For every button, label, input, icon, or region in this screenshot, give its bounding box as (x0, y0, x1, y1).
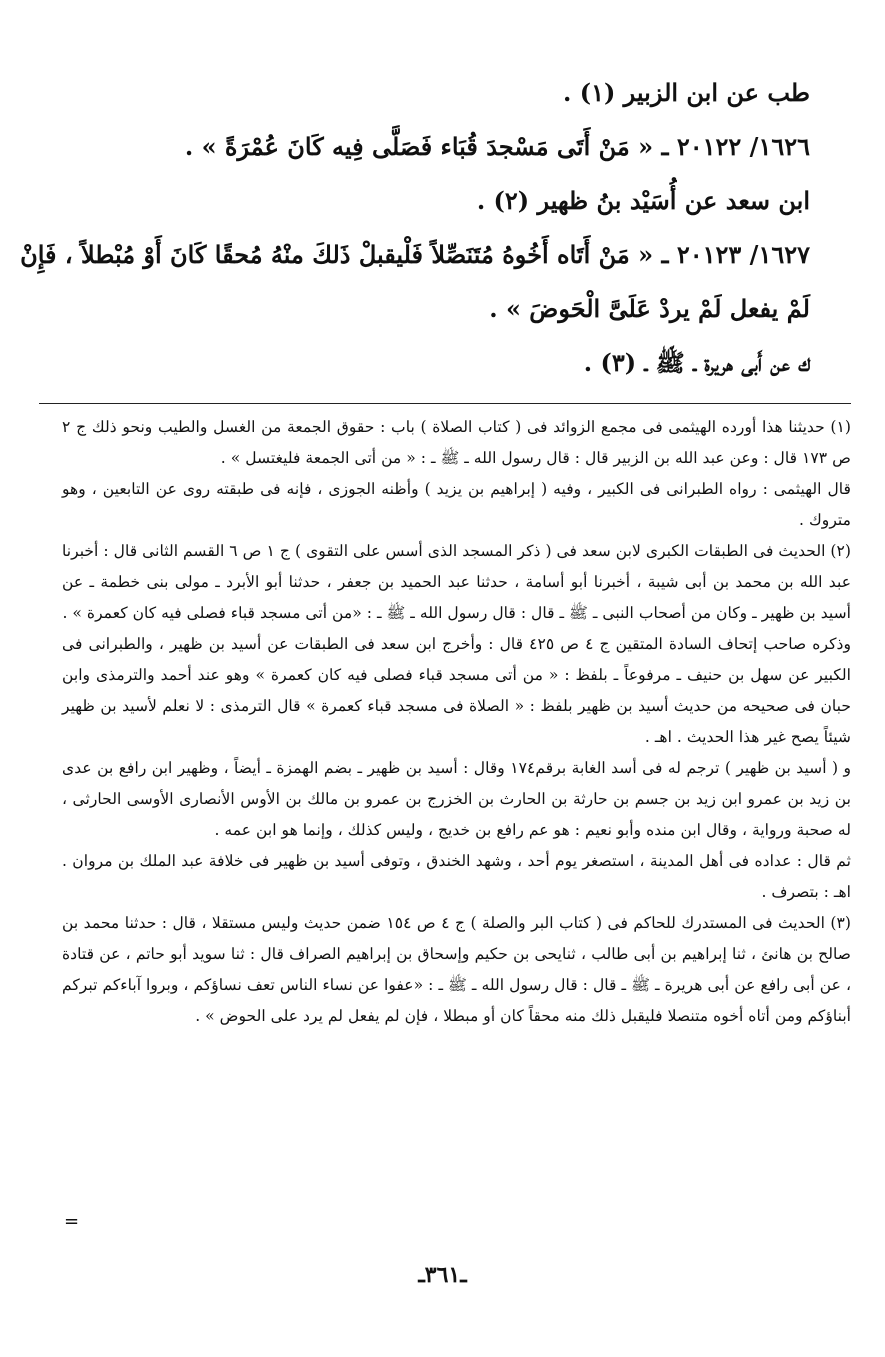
footnote-1-para-2: قال الهيثمى : رواه الطبرانى فى الكبير ، وفيه ( إبراهيم بن يزيد ) وأظنه الجوزى ، فإنه فى طبقته روى عن التابعين ، وهو متروك . (62, 480, 851, 529)
footnote-3-para-1: (٣) الحديث فى المستدرك للحاكم فى ( كتاب البر والصلة ) ج ٤ ص ١٥٤ ضمن حديث وليس مستقلا ، قال : حدثنا محمد بن صالح بن هانئ ، ثنا إبراهيم بن أبى طالب ، ثنايحى بن حكيم وإسحاق بن إبراهيم الصراف قال : ثنا سويد أبو حاتم ، عن قتادة ، عن أبى رافع عن أبى هريرة ـ ﷺ ـ قال : قال رسول الله ـ ﷺ ـ : «عفوا عن نساء الناس تعف نساؤكم ، وبروا آباءكم تبركم أبناؤكم ومن أتاه أخوه متنصلا فليقبل ذلك منه محقاً كان أو مبطلا ، فإن لم يفعل لم يرد على الحوض » . (62, 914, 851, 1025)
continuation-mark: = (64, 1211, 80, 1232)
footnote-1 (62, 412, 851, 536)
hadith-20123: ١٦٢٧/ ٢٠١٢٣ ـ « مَنْ أَتَاه أَخُوهُ مُتَنَصِّلاً فَلْيقبلْ ذَلكَ منْهُ مُحقًا كَانَ أَوْ مُبْطلاً ، فَإِنْ (20, 240, 810, 269)
hadith-text (20, 66, 810, 390)
footnote-2-para-2: وذكره صاحب إتحاف السادة المتقين ج ٤ ص ٤٢٥ قال : وأخرج ابن سعد فى الطبقات عن أسيد بن ظهير ، والطبرانى فى الكبير عن سهل بن حنيف ـ مرفوعاً ـ بلفظ : « من أتى مسجد قباء فصلى فيه كان كعمرة » وهو عند أحمد والترمذى وابن حبان فى صحيحه من حديث أسيد بن ظهير بلفظ : « الصلاة فى مسجد قباء كعمرة » قال الترمذى : لا نعلم لأسيد بن ظهير شيئاً يصح غير هذا الحديث . اهـ . (62, 635, 851, 746)
footnote-2-para-1: (٢) الحديث فى الطبقات الكبرى لابن سعد فى ( ذكر المسجد الذى أسس على التقوى ) ج ١ ص ٦ القسم الثانى قال : أخبرنا عبد الله بن محمد بن أبى شيبة ، أخبرنا أبو أسامة ، حدثنا عبد الحميد بن جعفر ، حدثنا أبو الأبرد ـ مولى بنى خطمة ـ عن أسيد بن ظهير ـ وكان من أصحاب النبى ـ ﷺ ـ قال : قال رسول الله ـ ﷺ ـ : «من أتى مسجد قباء فصلى فيه كان كعمرة » . (62, 542, 851, 622)
footnote-2 (62, 536, 851, 908)
hadith-20122: ١٦٢٦/ ٢٠١٢٢ ـ « مَنْ أَتَى مَسْجدَ قُبَاء فَصَلَّى فِيه كَانَ عُمْرَةً » . (184, 132, 810, 161)
footnote-2-para-3: و ( أسيد بن ظهير ) ترجم له فى أسد الغابة برقم١٧٤ وقال : أسيد بن ظهير ـ بضم الهمزة ـ أيضاً ، وظهير ابن رافع بن عدى بن زيد بن عمرو ابن زيد بن جسم بن حارثة بن الحارث بن الخزرج بن عمرو بن مالك بن الأوس الأنصارى الأوسى الحارثى ، له صحبة ورواية ، وقال ابن منده وأبو نعيم : هو عم رافع بن خديج ، وليس كذلك ، وإنما هو ابن عمه . (62, 759, 851, 839)
footnote-3 (62, 908, 851, 1032)
hadith-20123-continued: لَمْ يفعل لَمْ يردْ عَلَىَّ الْحَوضَ » . (489, 294, 810, 323)
footnotes (62, 412, 851, 1032)
footnote-separator (39, 403, 851, 404)
footnote-2-para-4: ثم قال : عداده فى أهل المدينة ، استصغر يوم أحد ، وشهد الخندق ، وتوفى أسيد بن ظهير فى خلافة عبد الملك بن مروان . اهـ : بتصرف . (62, 852, 851, 901)
footnote-1-para-1: (١) حديثنا هذا أورده الهيثمى فى مجمع الزوائد فى ( كتاب الصلاة ) باب : حقوق الجمعة من الغسل والطيب ونحو ذلك ج ٢ ص ١٧٣ قال : وعن عبد الله بن الزبير قال : قال رسول الله ـ ﷺ ـ : « من أتى الجمعة فليغتسل » . (62, 418, 851, 467)
source-line-3: ك عن أَبى هريرة ـ ﷺ ـ (٣) . (583, 348, 810, 377)
source-line-1: طب عن ابن الزبير (١) . (562, 78, 810, 107)
source-line-2: ابن سعد عن أُسَيْد بنُ ظهير (٢) . (476, 186, 810, 215)
page-number: ـ٣٦١ـ (418, 1262, 467, 1288)
